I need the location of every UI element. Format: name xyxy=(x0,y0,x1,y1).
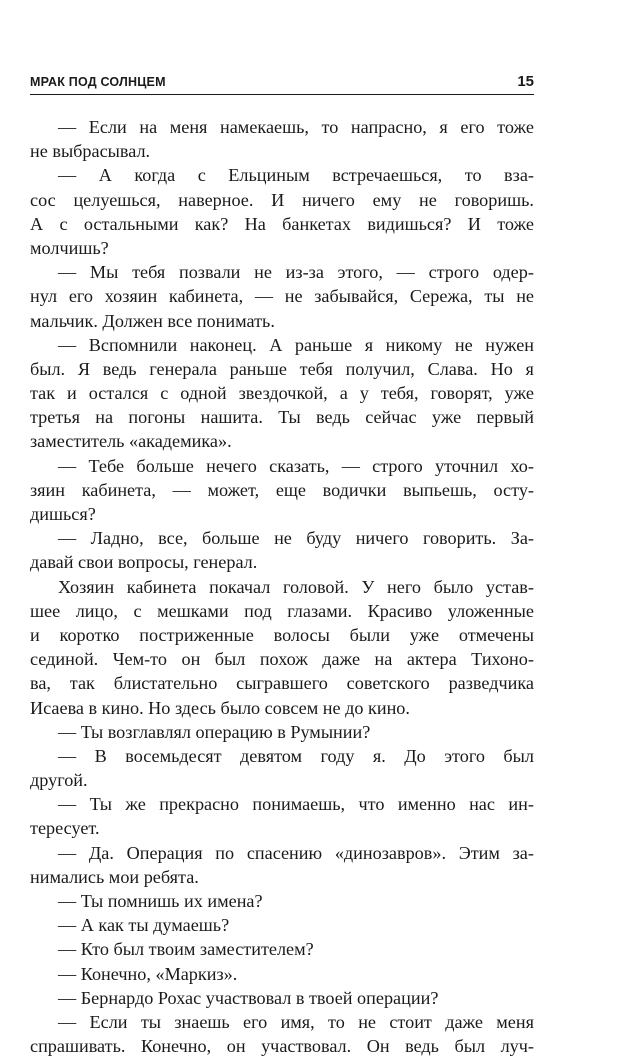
word: генерала xyxy=(149,358,217,379)
word: меня xyxy=(169,117,208,137)
word: как? xyxy=(194,213,229,234)
text-line xyxy=(30,526,534,550)
word: И xyxy=(467,213,481,234)
word: отмечены xyxy=(458,624,534,645)
word: — xyxy=(58,165,77,186)
word: Ты xyxy=(278,407,301,428)
word: даже xyxy=(322,649,361,670)
word: Хозяин xyxy=(58,576,115,597)
word: спрашивать. xyxy=(30,1036,126,1057)
text-line: дишься? xyxy=(30,504,96,524)
word: — xyxy=(58,528,77,549)
word: я. xyxy=(372,745,386,766)
word: Вспомнили xyxy=(88,334,178,355)
word: Мы xyxy=(89,262,119,283)
word: все, xyxy=(158,528,188,549)
book-text xyxy=(30,115,534,1058)
text-line xyxy=(30,188,534,212)
word: получил, xyxy=(345,358,415,379)
word: сыгравшего xyxy=(236,673,328,694)
word: остальными xyxy=(83,213,179,234)
text-line xyxy=(30,381,534,405)
word: не xyxy=(254,262,272,283)
word: него xyxy=(387,576,421,597)
word: был xyxy=(214,649,246,670)
word: уже xyxy=(431,407,462,428)
text-line xyxy=(30,115,534,139)
text-line xyxy=(30,841,534,865)
word: ничего xyxy=(355,528,409,549)
word: уточнил xyxy=(434,455,499,476)
word: Тихоно- xyxy=(471,649,534,670)
word: Тебе xyxy=(88,455,125,476)
word: Красиво xyxy=(367,600,433,621)
text-line xyxy=(30,671,534,695)
word: имя, xyxy=(280,1011,315,1032)
word: раньше xyxy=(294,334,353,355)
word: он xyxy=(181,649,201,670)
word: выпьешь, xyxy=(403,479,477,500)
text-line: — Конечно, «Маркиз». xyxy=(58,963,238,984)
word: больше xyxy=(136,455,194,476)
text-line xyxy=(30,599,534,623)
word: я xyxy=(364,334,374,355)
word: Да. xyxy=(88,842,114,863)
word: напрасно, xyxy=(350,117,427,137)
word: кабинета xyxy=(126,576,197,597)
word: нашита. xyxy=(200,407,263,428)
word: девятом xyxy=(240,745,303,766)
text-line: — А как ты думаешь? xyxy=(58,915,230,936)
word: наконец. xyxy=(189,334,257,355)
word: на xyxy=(374,649,393,670)
word: — xyxy=(58,842,77,863)
word: — xyxy=(341,455,360,476)
word: кабинета, xyxy=(168,286,244,307)
word: уже xyxy=(504,383,534,404)
word: луч- xyxy=(500,1036,534,1057)
word: не xyxy=(419,189,437,210)
word: У xyxy=(361,576,375,597)
word: спасению xyxy=(246,842,323,863)
word: Я xyxy=(77,358,90,379)
word: — xyxy=(58,1011,77,1032)
word: лицо, xyxy=(75,600,118,621)
word: не xyxy=(454,334,473,355)
word: — xyxy=(58,455,77,476)
word: строго xyxy=(372,455,423,476)
text-line: другой. xyxy=(30,770,88,791)
word: Сережа, xyxy=(409,286,473,307)
word: с xyxy=(160,383,169,404)
word: этого, xyxy=(337,262,383,283)
word: вза- xyxy=(504,165,534,186)
word: было xyxy=(433,576,474,597)
word: Чем-то xyxy=(112,649,167,670)
word: на xyxy=(95,407,114,428)
word: восемьдесят xyxy=(125,745,222,766)
word: же xyxy=(125,794,146,815)
word: В xyxy=(94,745,107,766)
text-line: не выбрасывал. xyxy=(30,141,151,162)
word: водички xyxy=(322,479,387,500)
text-line xyxy=(30,744,534,768)
word: Конечно, xyxy=(140,1036,212,1057)
word: звездочкой, xyxy=(238,383,328,404)
word: с xyxy=(59,213,68,234)
word: тебя xyxy=(132,262,166,283)
word: сказать, xyxy=(269,455,330,476)
word: я xyxy=(525,358,534,379)
word: блистательно xyxy=(113,673,218,694)
word: — xyxy=(58,794,77,815)
word: тебя xyxy=(299,358,333,379)
word: А xyxy=(30,213,44,234)
word: не xyxy=(274,528,292,549)
word: ва, xyxy=(30,673,51,694)
word: он xyxy=(226,1036,246,1057)
word: постриженные xyxy=(139,624,254,645)
text-line xyxy=(30,163,534,187)
word: и xyxy=(30,624,40,645)
word: его xyxy=(68,286,93,307)
word: и xyxy=(67,383,77,404)
word: еще xyxy=(275,479,306,500)
word: сос xyxy=(30,189,56,210)
text-line xyxy=(30,647,534,671)
word: одной xyxy=(180,383,227,404)
word: знаешь xyxy=(174,1011,230,1032)
word: И xyxy=(271,189,285,210)
word: До xyxy=(404,745,426,766)
word: покачал xyxy=(209,576,271,597)
word: прекрасно xyxy=(159,794,240,815)
word: разведчика xyxy=(448,673,534,694)
word: меня xyxy=(496,1011,534,1032)
word: ин- xyxy=(508,794,534,815)
word: ему xyxy=(372,189,402,210)
text-line: — Ты помнишь их имена? xyxy=(58,891,263,911)
word: может, xyxy=(207,479,260,500)
running-title: МРАК ПОД СОЛНЦЕМ xyxy=(30,75,166,89)
word: погоны xyxy=(128,407,186,428)
word: намекаешь, xyxy=(220,117,309,137)
word: ты xyxy=(140,1011,162,1032)
word: нул xyxy=(30,286,58,307)
text-line xyxy=(30,792,534,816)
word: именно xyxy=(397,794,456,815)
word: больше xyxy=(202,528,260,549)
word: тебя, xyxy=(380,383,419,404)
word: Ты xyxy=(89,794,113,815)
word: Если xyxy=(88,117,127,137)
word: советского xyxy=(346,673,430,694)
word: — xyxy=(58,334,77,355)
word: забывайся, xyxy=(314,286,399,307)
word: — xyxy=(58,262,77,283)
text-line xyxy=(30,575,534,599)
word: не xyxy=(516,286,534,307)
word: головой. xyxy=(282,576,349,597)
word: нас xyxy=(469,794,495,815)
text-line xyxy=(30,478,534,502)
text-line: Исаева в кино. Но здесь было совсем не до кино. xyxy=(30,697,410,718)
word: Операция xyxy=(126,842,203,863)
word: Слава. xyxy=(427,358,478,379)
word: когда xyxy=(134,165,176,186)
word: по xyxy=(215,842,235,863)
word: ведь xyxy=(405,1036,439,1057)
word: то xyxy=(464,165,482,186)
text-line: молчишь? xyxy=(30,237,109,258)
word: кабинета, xyxy=(81,479,156,500)
word: нужен xyxy=(485,334,534,355)
word: с xyxy=(133,600,142,621)
word: а xyxy=(339,383,348,404)
text-line: — Ты возглавлял операцию в Румынии? xyxy=(58,721,371,742)
word: были xyxy=(349,624,390,645)
word: его xyxy=(460,117,485,137)
word: не xyxy=(284,286,303,307)
page-header xyxy=(30,72,534,95)
word: году xyxy=(320,745,355,766)
word: за- xyxy=(512,842,534,863)
word: зяин xyxy=(30,479,66,500)
word: то xyxy=(328,1011,345,1032)
word: А xyxy=(269,334,283,355)
word: ты xyxy=(484,286,505,307)
word: уложенные xyxy=(447,600,534,621)
word: глазами. xyxy=(287,600,352,621)
word: хо- xyxy=(510,455,534,476)
word: тоже xyxy=(497,117,534,137)
word: так xyxy=(30,383,56,404)
word: понимаешь, xyxy=(252,794,346,815)
word: Ельциным xyxy=(228,165,310,186)
word: ведь xyxy=(316,407,350,428)
word: говорить. xyxy=(422,528,497,549)
text-line: нимались мои ребята. xyxy=(30,866,199,887)
word: шее xyxy=(30,600,61,621)
word: не xyxy=(358,1011,376,1032)
word: сединой. xyxy=(30,649,99,670)
text-line xyxy=(30,284,534,308)
text-line: — Кто был твоим заместителем? xyxy=(58,939,314,960)
word: у xyxy=(359,383,369,404)
word: Но xyxy=(490,358,513,379)
text-line xyxy=(30,357,534,381)
word: Этим xyxy=(458,842,500,863)
word: раньше xyxy=(229,358,287,379)
text-line xyxy=(30,454,534,478)
text-line: заместитель «академика». xyxy=(30,431,232,452)
word: осту- xyxy=(493,479,534,500)
word: — xyxy=(396,262,415,283)
word: этого xyxy=(444,745,485,766)
word: остался xyxy=(88,383,149,404)
word: говорят, xyxy=(430,383,493,404)
word: А xyxy=(98,165,112,186)
word: третья xyxy=(30,407,80,428)
word: устав- xyxy=(485,576,534,597)
word: одер- xyxy=(492,262,534,283)
word: ведь xyxy=(102,358,137,379)
page-number: 15 xyxy=(517,73,534,90)
word: встречаешься, xyxy=(332,165,443,186)
text-line xyxy=(30,333,534,357)
text-line xyxy=(30,1010,534,1034)
word: — xyxy=(58,117,77,137)
word: позвали xyxy=(178,262,241,283)
word: — xyxy=(172,479,191,500)
word: даже xyxy=(445,1011,483,1032)
word: На xyxy=(244,213,266,234)
word: так xyxy=(69,673,95,694)
word: сейчас xyxy=(365,407,417,428)
word: никому xyxy=(385,334,443,355)
word: то xyxy=(321,117,339,137)
word: был. xyxy=(30,358,66,379)
word: банкетах xyxy=(282,213,351,234)
text-line xyxy=(30,623,534,647)
text-line: — Бернардо Рохас участвовал в твоей операции? xyxy=(58,987,439,1008)
word: из-за xyxy=(285,262,324,283)
word: Если xyxy=(89,1011,128,1032)
word: участвовал. xyxy=(261,1036,352,1057)
word: хозяин xyxy=(104,286,158,307)
text-line xyxy=(30,1034,534,1058)
word: я xyxy=(439,117,448,137)
word: — xyxy=(254,286,274,307)
word: — xyxy=(58,745,77,766)
word: стоит xyxy=(389,1011,432,1032)
word: буду xyxy=(306,528,342,549)
text-line: давай свои вопросы, генерал. xyxy=(30,552,258,573)
word: уже xyxy=(409,624,440,645)
word: актера xyxy=(406,649,457,670)
word: «динозавров». xyxy=(334,842,446,863)
text-line xyxy=(30,405,534,429)
text-line xyxy=(30,260,534,284)
word: мешками xyxy=(157,600,229,621)
word: с xyxy=(197,165,206,186)
word: нечего xyxy=(206,455,257,476)
word: наверное. xyxy=(178,189,254,210)
word: Он xyxy=(366,1036,390,1057)
word: Ладно, xyxy=(90,528,144,549)
word: на xyxy=(139,117,158,137)
word: что xyxy=(358,794,385,815)
word: видишься? xyxy=(367,213,452,234)
text-line: тересует. xyxy=(30,818,100,839)
word: был xyxy=(503,745,534,766)
word: коротко xyxy=(59,624,120,645)
word: ничего xyxy=(302,189,355,210)
word: волосы xyxy=(273,624,330,645)
word: За- xyxy=(510,528,534,549)
word: тоже xyxy=(497,213,534,234)
word: говоришь. xyxy=(454,189,534,210)
word: его xyxy=(243,1011,268,1032)
text-line: мальчик. Должен все понимать. xyxy=(30,310,275,331)
word: под xyxy=(244,600,272,621)
word: строго xyxy=(428,262,480,283)
word: был xyxy=(454,1036,486,1057)
text-line xyxy=(30,212,534,236)
word: целуешься, xyxy=(73,189,161,210)
word: похож xyxy=(259,649,308,670)
word: первый xyxy=(476,407,534,428)
